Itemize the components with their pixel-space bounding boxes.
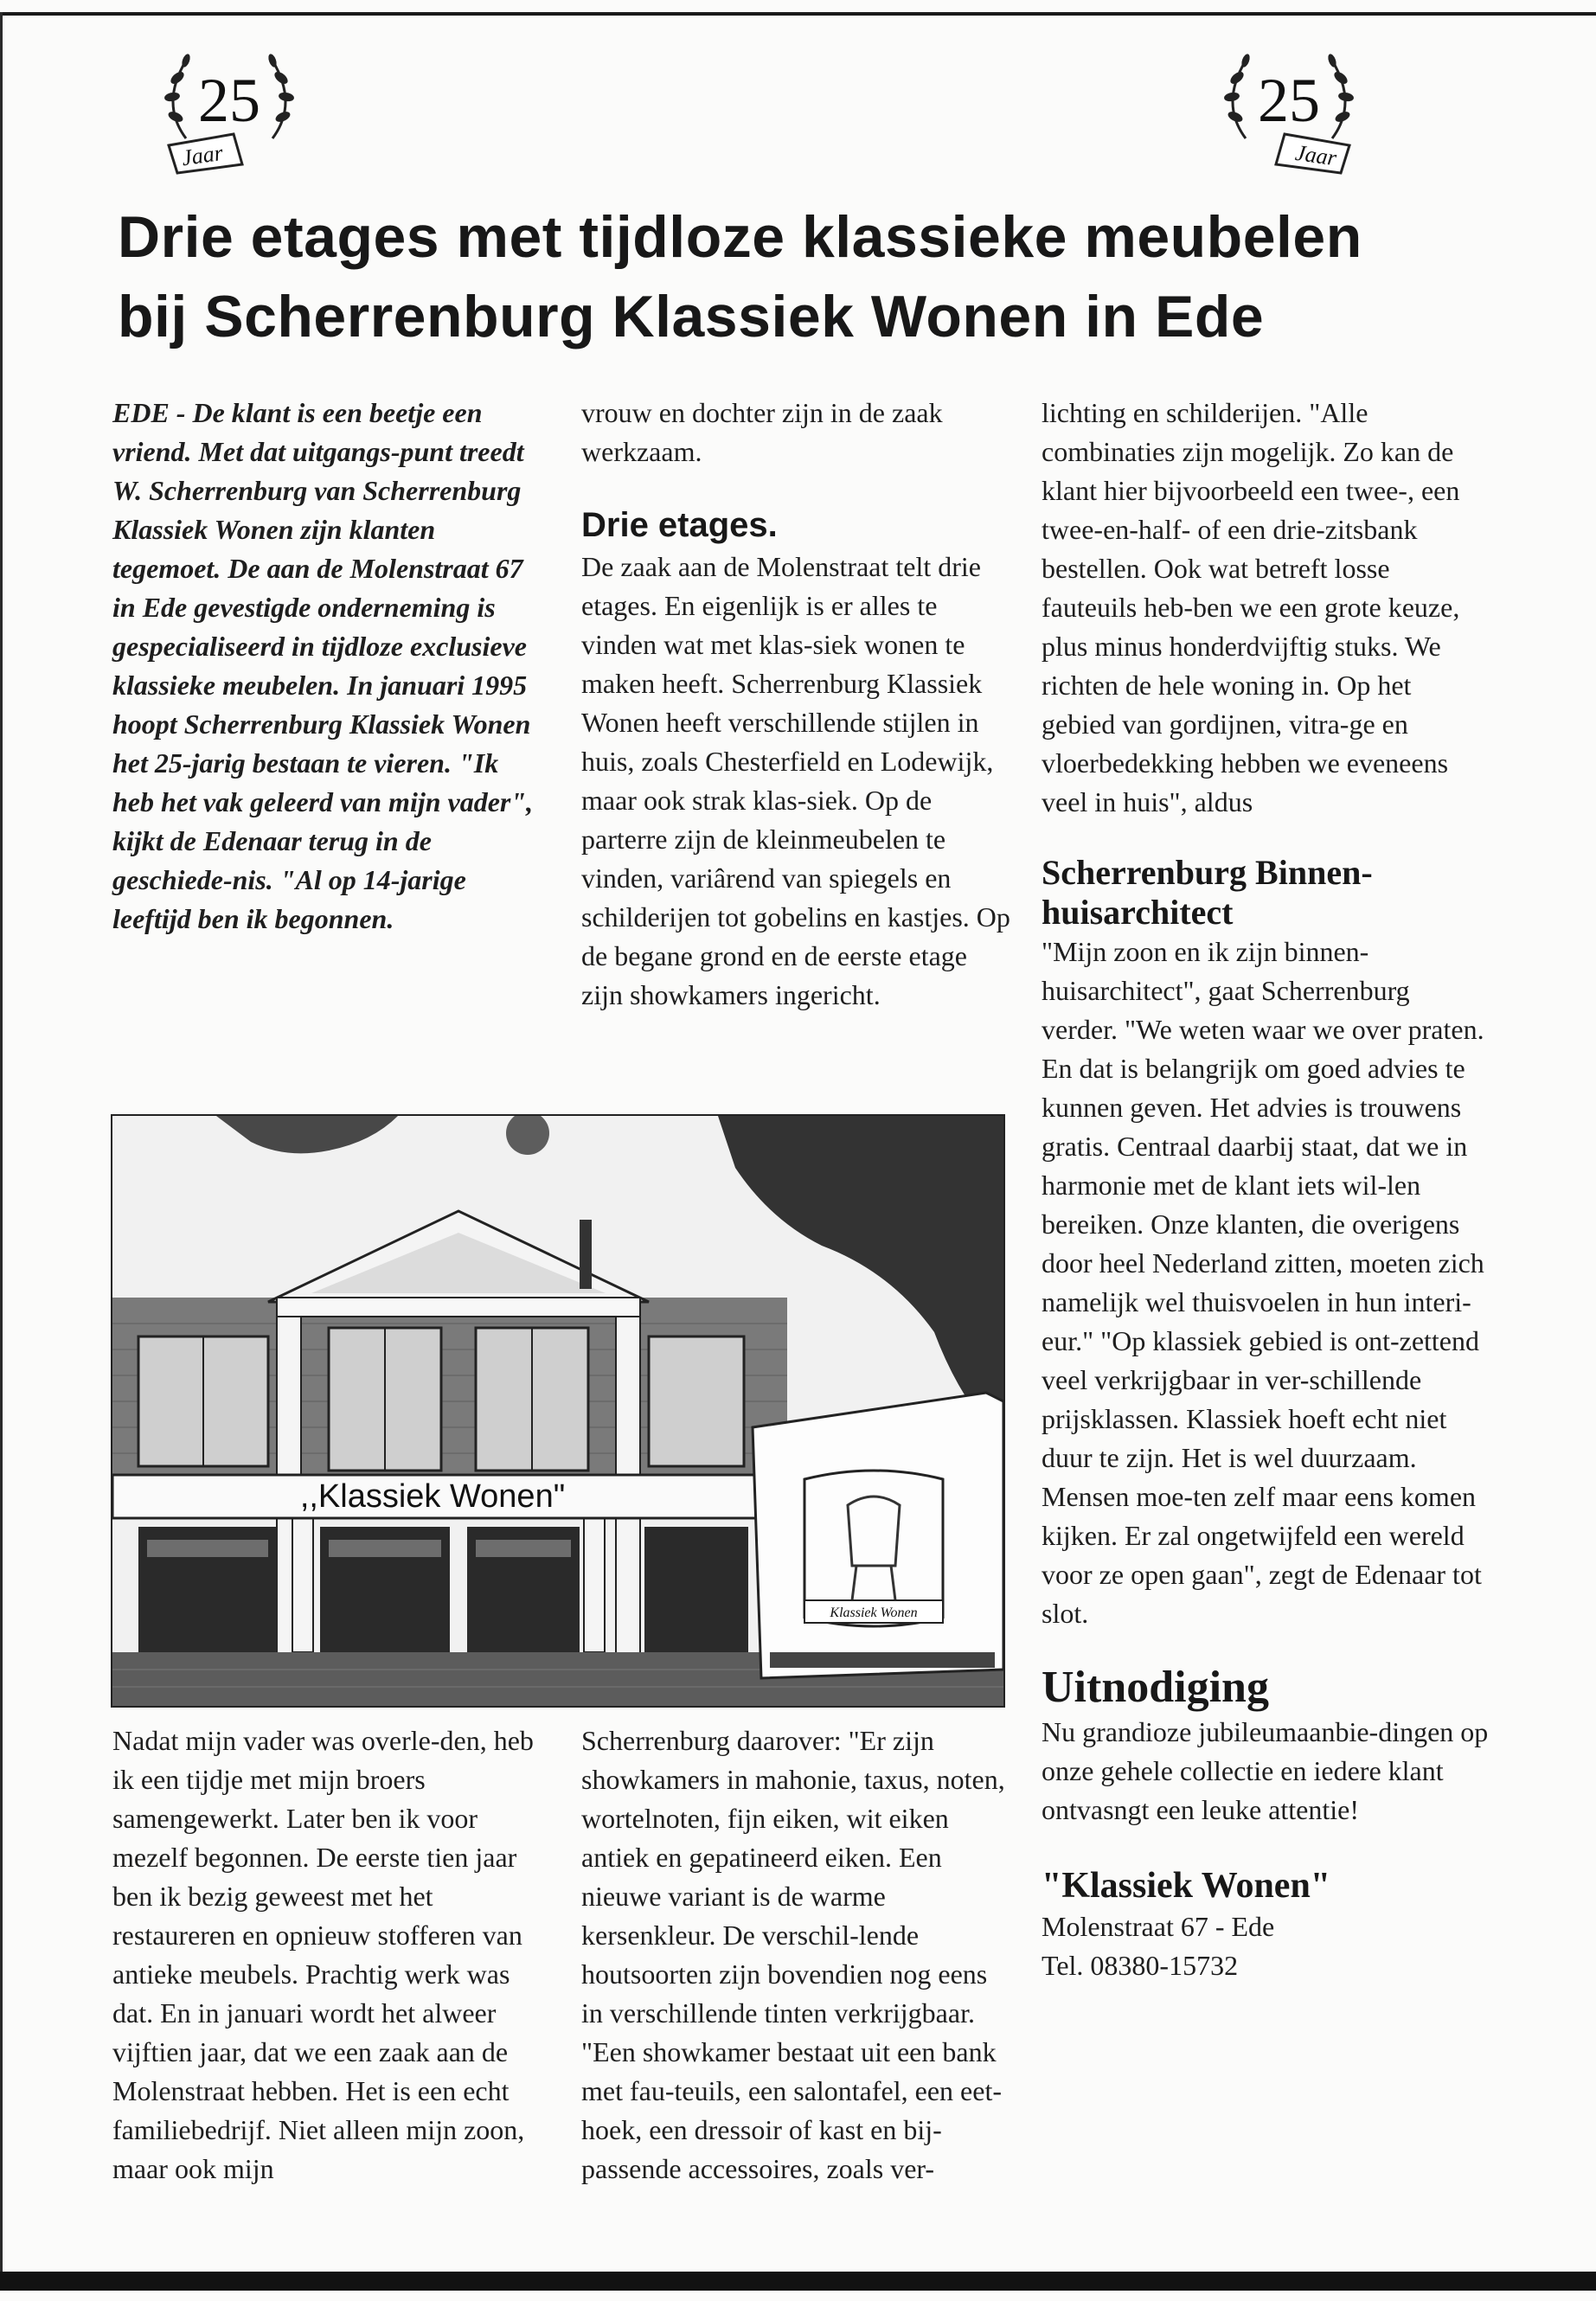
- left-rule: [0, 12, 3, 2272]
- phone-line: Tel. 08380-15732: [1042, 1950, 1239, 1981]
- anniversary-badge-right: [1211, 35, 1367, 182]
- badge-right-word: Jaar: [1293, 139, 1338, 171]
- badge-left-number: 25: [198, 66, 260, 135]
- shop-sign-text: ,,Klassiek Wonen": [299, 1478, 566, 1515]
- top-rule: [0, 12, 1596, 16]
- storefront-illustration: [112, 1116, 1003, 1706]
- storefront-photo: [111, 1114, 1005, 1708]
- headline-line-2: bij Scherrenburg Klassiek Wonen in Ede: [118, 284, 1265, 349]
- truck-sign-text: Klassiek Wonen: [830, 1606, 918, 1620]
- col1-bottom-text: Nadat mijn vader was overle-den, heb ik een tijdje met mijn broers samengewerkt. Later ben ik voor mezelf begonnen. De eerste tien jaar ben ik bezig geweest met het restaureren en opnieuw stofferen van antieke meubels. Prachtig werk was dat. En in januari wordt het alweer vijftien jaar, dat we een zaak aan de Molenstraat hebben. Het is een echt familiebedrijf. Niet alleen mijn zoon, maar ook mijn: [112, 1725, 534, 2184]
- col2-body-text: De zaak aan de Molenstraat telt drie etages. En eigenlijk is er alles te vinden wat met klas-siek wonen te maken heeft. Scherrenburg Klassiek Wonen heeft verschillende stijlen in huis, zoals Chesterfield en Lodewijk, maar ook strak klas-siek. Op de parterre zijn de kleinmeubelen te vinden, variârend van spiegels en schilderijen tot gobelins en kastjes. Op de begane grond en de eerste etage zijn showkamers ingericht.: [581, 551, 1010, 1010]
- anniversary-badge-left: [151, 35, 307, 182]
- article-headline: [118, 197, 1571, 356]
- col3-body-text: "Mijn zoon en ik zijn binnen-huisarchitect", gaat Scherrenburg verder. "We weten waar we over praten. En dat is belangrijk om goed advies te kunnen geven. Het advies is trouwens gratis. Centraal daarbij staat, dat we in harmonie met de klant iets wil-len bereiken. Onze klanten, die overigens door heel Nederland zitten, moeten zich namelijk wel thuisvoelen in hun interi-eur." "Op klassiek gebied is ont-zettend veel verkrijgbaar in ver-schillende prijsklassen. Klassiek hoeft echt niet duur te zijn. Het is wel duurzaam. Mensen moe-ten zelf maar eens komen kijken. Er zal ongetwijfeld een wereld voor ze open gaan", zegt de Edenaar tot slot.: [1042, 936, 1484, 1629]
- badge-left-word: Jaar: [180, 139, 225, 171]
- col3-lead-text: lichting en schilderijen. "Alle combinaties zijn mogelijk. Zo kan de klant hier bijvoorbeeld een twee-, een twee-en-half- of een drie-zitsbank bestellen. Ook wat betreft losse fauteuils heb-ben we een grote keuze, plus minus honderdvijftig stuks. We richten de hele woning in. Op het gebied van gordijnen, vitra-ge en vloerbedekking hebben we eveneens veel in huis", aldus: [1042, 397, 1460, 817]
- column-1-bottom: [112, 1721, 545, 2189]
- column-3: [1042, 394, 1491, 1985]
- subheading-binnenhuisarchitect: Scherrenburg Binnen-huisarchitect: [1042, 853, 1373, 932]
- address-line: Molenstraat 67 - Ede: [1042, 1911, 1275, 1942]
- subheading-uitnodiging: Uitnodiging: [1042, 1663, 1269, 1712]
- subheading-klassiek-wonen: "Klassiek Wonen": [1042, 1866, 1331, 1906]
- invitation-text: Nu grandioze jubileumaanbie-dingen op onze gehele collectie en iedere klant ontvasngt een leuke attentie!: [1042, 1716, 1489, 1825]
- bottom-rule: [0, 2272, 1596, 2291]
- column-2-bottom: [581, 1721, 1014, 2189]
- col2-bottom-text: Scherrenburg daarover: "Er zijn showkamers in mahonie, taxus, noten, wortelnoten, fijn eiken, wit eiken antiek en gepatineerd eiken. Een nieuwe variant is de warme kersenkleur. De verschil-lende houtsoorten zijn bovendien nog eens in verschillende tinten verkrijgbaar. "Een showkamer bestaat uit een bank met fau-teuils, een salontafel, een eet-hoek, een dressoir of kast en bij-passende accessoires, zoals ver-: [581, 1725, 1005, 2184]
- col2-lead-text: vrouw en dochter zijn in de zaak werkzaam.: [581, 397, 943, 467]
- headline-line-1: Drie etages met tijdloze klassieke meubelen: [118, 204, 1362, 270]
- intro-text: EDE - De klant is een beetje een vriend. Met dat uitgangs-punt treedt W. Scherrenburg van Scherrenburg Klassiek Wonen zijn klanten tegemoet. De aan de Molenstraat 67 in Ede gevestigde onderneming is gespecialiseerd in tijdloze exclusieve klassieke meubelen. In januari 1995 hoopt Scherrenburg Klassiek Wonen het 25-jarig bestaan te vieren. "Ik heb het vak geleerd van mijn vader", kijkt de Edenaar terug in de geschiede-nis. "Al op 14-jarige leeftijd ben ik begonnen.: [112, 397, 534, 934]
- intro-column: [112, 394, 536, 939]
- badge-right-number: 25: [1258, 66, 1320, 135]
- subheading-drie-etages: Drie etages.: [581, 506, 778, 544]
- column-2-top: [581, 394, 1014, 1015]
